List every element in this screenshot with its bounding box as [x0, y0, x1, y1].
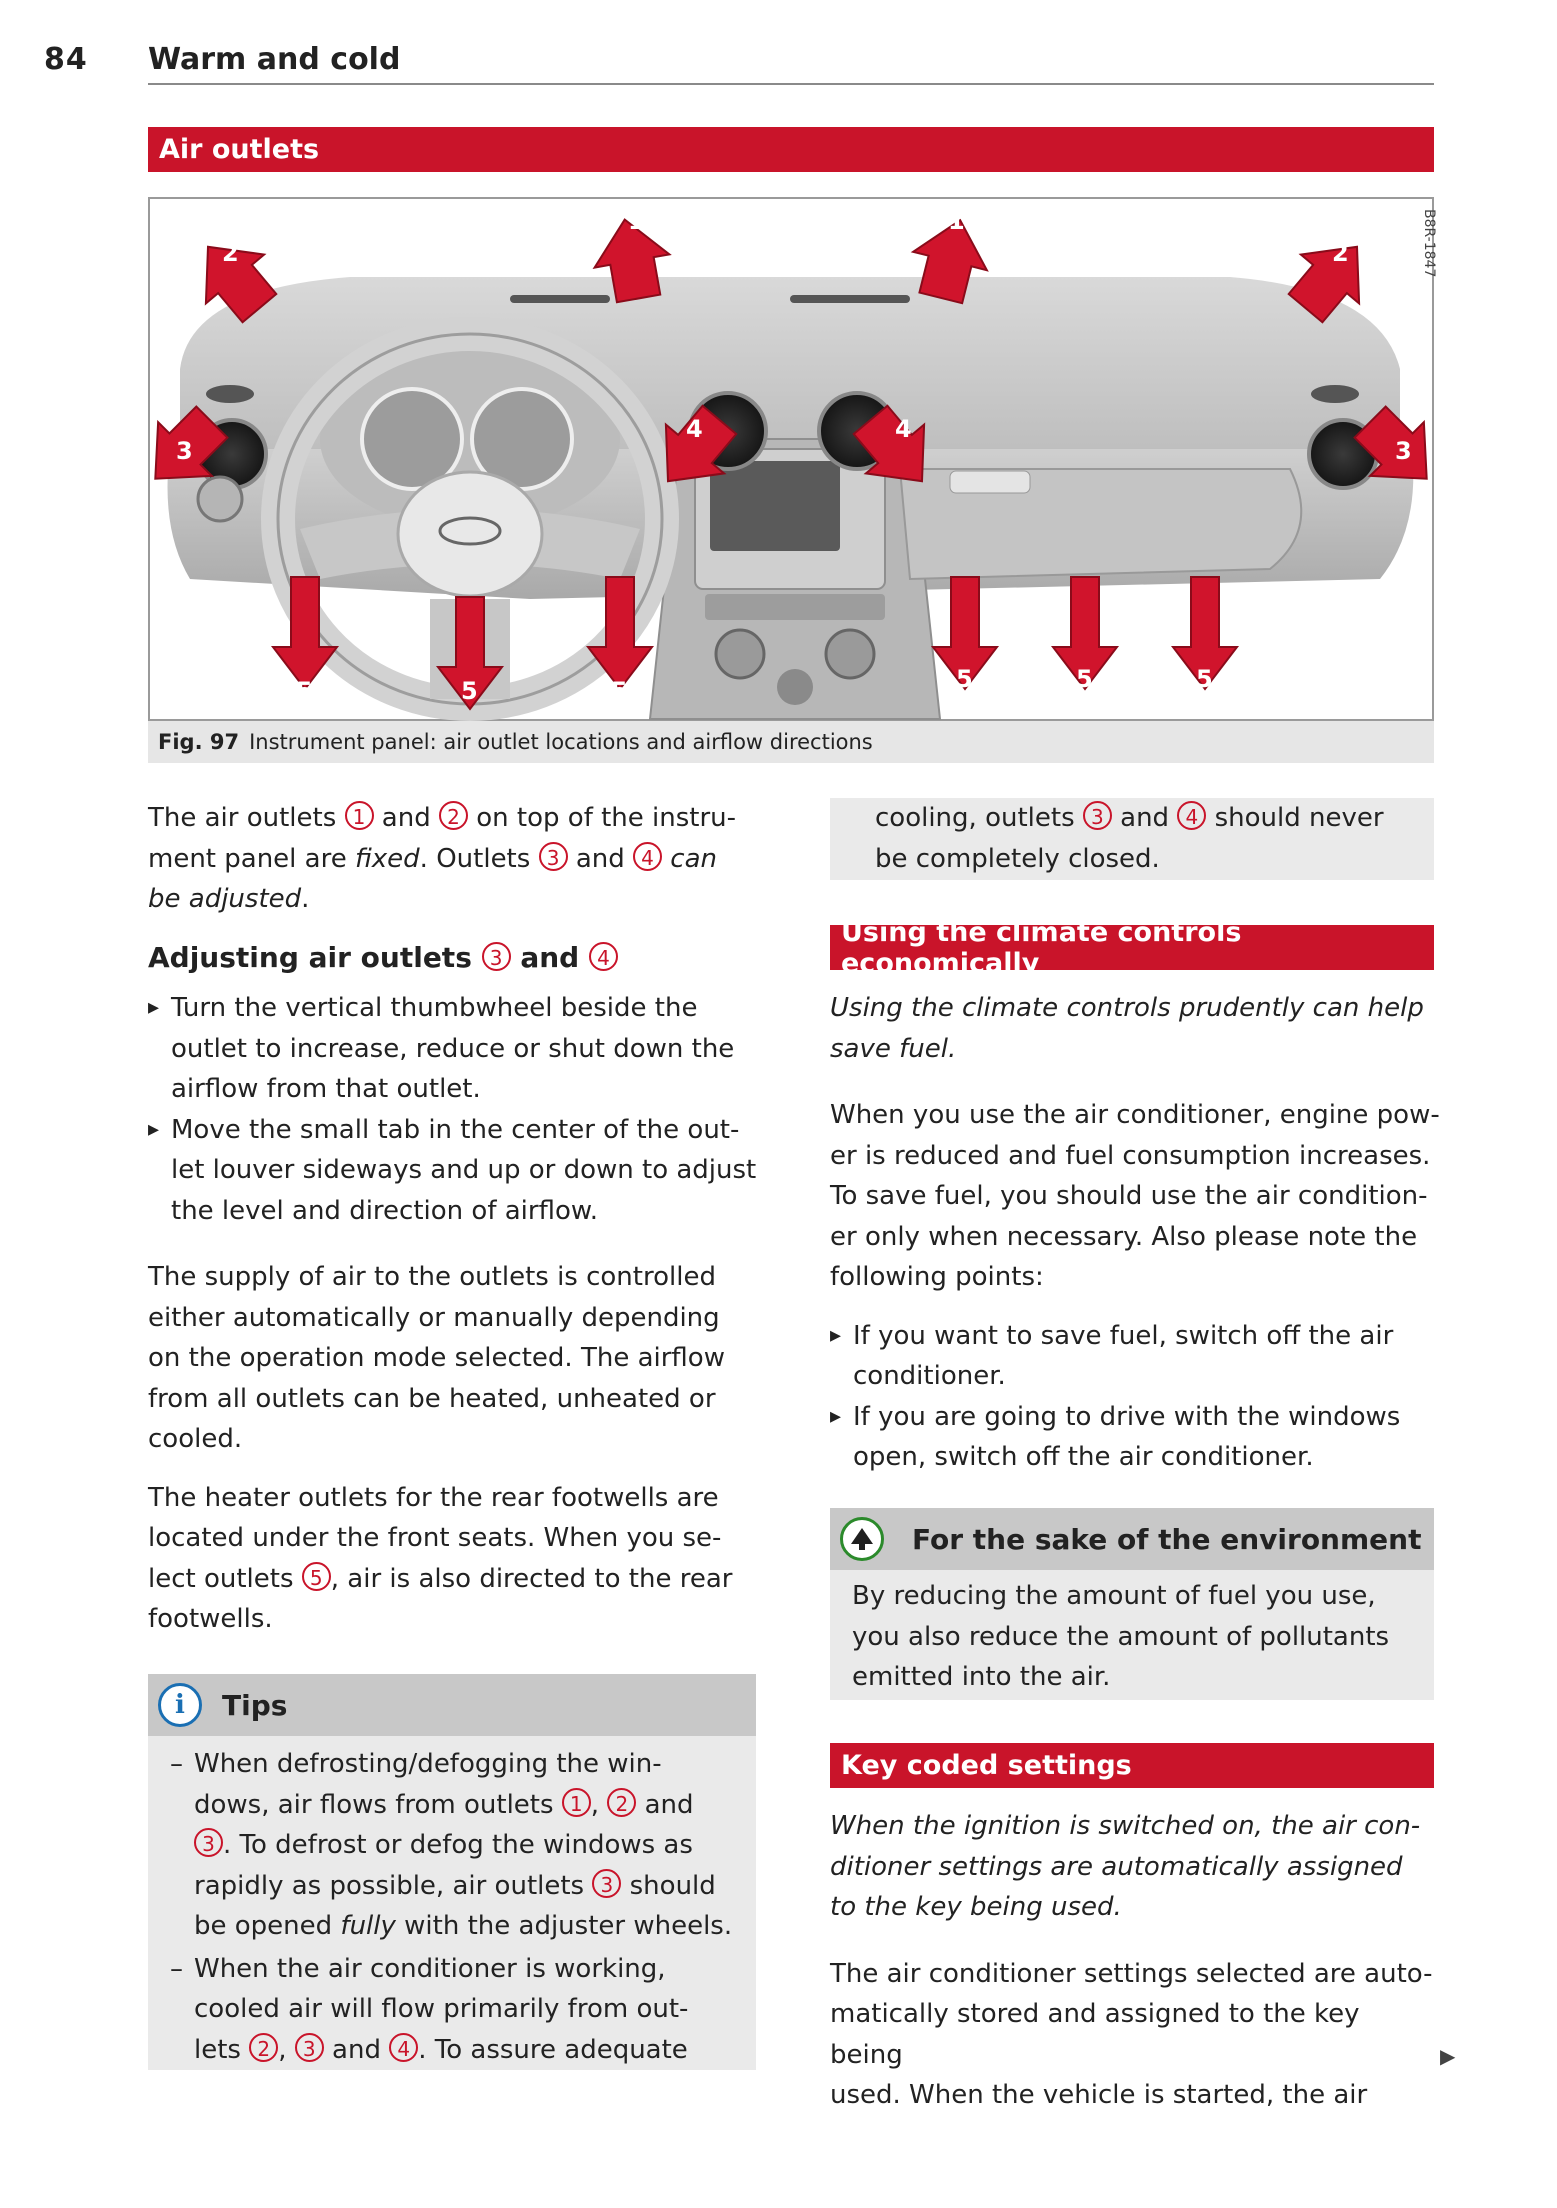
bullet-windows-open: ▸ If you are going to drive with the windows open, switch off the air conditioner. — [830, 1397, 1440, 1478]
callout-4: 4 — [633, 842, 662, 871]
callout-3: 3 — [482, 942, 511, 971]
figure-caption — [148, 721, 1434, 763]
page-number: 84 — [44, 42, 88, 77]
tip-defrost: – When defrosting/defogging the win- dows, air flows from outlets 1 , 2 and 3 . To defrost or defog the windows as rapidly as possible, air outlets 3 should be opened fully with the adjuster wheels. — [170, 1749, 733, 1941]
marker-5-d: 5 — [956, 665, 973, 693]
left-column — [148, 798, 768, 1658]
caption-label: Fig. 97 — [158, 730, 240, 754]
tips-continued: cooling, outlets 3 and 4 should never be completely closed. — [830, 798, 1434, 880]
figure-instrument-panel — [148, 197, 1437, 721]
callout-4: 4 — [589, 942, 618, 971]
marker-2-left: 2 — [222, 239, 239, 267]
climate-paragraph: When you use the air conditioner, engine pow- er is reduced and fuel consumption increases. To save fuel, you should use the air condition- er only when necessary. Also please note the following points: — [830, 1100, 1440, 1292]
heater-paragraph: The heater outlets for the rear footwells are located under the front seats. When you se- lect outlets 5 , air is also directed to the rear footwells. — [148, 1482, 733, 1634]
caption-text: Instrument panel: air outlet locations and airflow directions — [249, 730, 873, 754]
marker-4-right: 4 — [895, 415, 912, 443]
bullet-save-fuel: ▸ If you want to save fuel, switch off the air conditioner. — [830, 1316, 1440, 1397]
marker-5-e: 5 — [1076, 665, 1093, 693]
tip-ac-working: – When the air conditioner is working, cooled air will flow primarily from out- lets 2 , 3 and 4 . To assure adequate — [170, 1953, 689, 2065]
bullet-thumbwheel: ▸ Turn the vertical thumbwheel beside the outlet to increase, reduce or shut down the airflow from that outlet. — [148, 988, 768, 1110]
marker-3-left: 3 — [176, 437, 193, 465]
environment-title: For the sake of the environment — [912, 1522, 1422, 1556]
callout-2: 2 — [607, 1788, 636, 1817]
tree-icon — [840, 1517, 884, 1561]
callout-3: 3 — [194, 1828, 223, 1857]
climate-intro: Using the climate controls prudently can help save fuel. — [830, 993, 1424, 1064]
climate-section-body — [830, 988, 1440, 1478]
section-heading-air-outlets: Air outlets — [148, 127, 1434, 172]
intro-paragraph: The air outlets 1 and 2 on top of the instru- ment panel are fixed. Outlets 3 and 4 can be adjusted. — [148, 803, 737, 914]
marker-5-b: 5 — [461, 677, 478, 705]
callout-3: 3 — [539, 842, 568, 871]
marker-5-a: 5 — [296, 677, 313, 705]
callout-3: 3 — [592, 1869, 621, 1898]
header-rule — [148, 83, 1434, 85]
marker-5-f: 5 — [1196, 665, 1213, 693]
callout-5: 5 — [302, 1562, 331, 1591]
tips-body — [148, 1736, 756, 2070]
marker-4-left: 4 — [686, 415, 703, 443]
bullet-tab: ▸ Move the small tab in the center of the out- let louver sideways and up or down to adjust the level and direction of airflow. — [148, 1110, 768, 1232]
tips-header — [148, 1674, 756, 1736]
callout-3: 3 — [295, 2033, 324, 2062]
dashboard-illustration — [150, 199, 1437, 719]
environment-header — [830, 1508, 1434, 1570]
callout-2: 2 — [439, 801, 468, 830]
adjusting-heading: Adjusting air outlets 3 and 4 — [148, 938, 768, 979]
environment-body: By reducing the amount of fuel you use, you also reduce the amount of pollutants emitted into the air. — [830, 1570, 1434, 1700]
key-intro: When the ignition is switched on, the air con- ditioner settings are automatically assigned to the key being used. — [830, 1811, 1421, 1922]
tips-title: Tips — [222, 1688, 288, 1722]
marker-1-right: 1 — [948, 207, 965, 235]
callout-1: 1 — [562, 1788, 591, 1817]
marker-2-right: 2 — [1332, 239, 1349, 267]
section-heading-climate-economy: Using the climate controls economically — [830, 925, 1434, 970]
supply-paragraph: The supply of air to the outlets is controlled either automatically or manually depending on the operation mode selected. The airflow from all outlets can be heated, unheated or cooled. — [148, 1262, 725, 1454]
callout-2: 2 — [249, 2033, 278, 2062]
marker-5-c: 5 — [611, 677, 628, 705]
info-icon: i — [158, 1683, 202, 1727]
continue-arrow-icon: ▶ — [1440, 2044, 1456, 2068]
callout-1: 1 — [345, 801, 374, 830]
callout-3: 3 — [1083, 801, 1112, 830]
marker-1-left: 1 — [628, 207, 645, 235]
marker-3-right: 3 — [1395, 437, 1412, 465]
key-section-body — [830, 1806, 1440, 2134]
key-paragraph: The air conditioner settings selected are auto- matically stored and assigned to the key being used. When the vehicle is started, the air — [830, 1958, 1433, 2110]
callout-4: 4 — [389, 2033, 418, 2062]
callout-4: 4 — [1177, 801, 1206, 830]
chapter-title: Warm and cold — [148, 42, 401, 77]
section-heading-key-coded: Key coded settings — [830, 1743, 1434, 1788]
figure-code: B8R-1847 — [1421, 209, 1437, 278]
